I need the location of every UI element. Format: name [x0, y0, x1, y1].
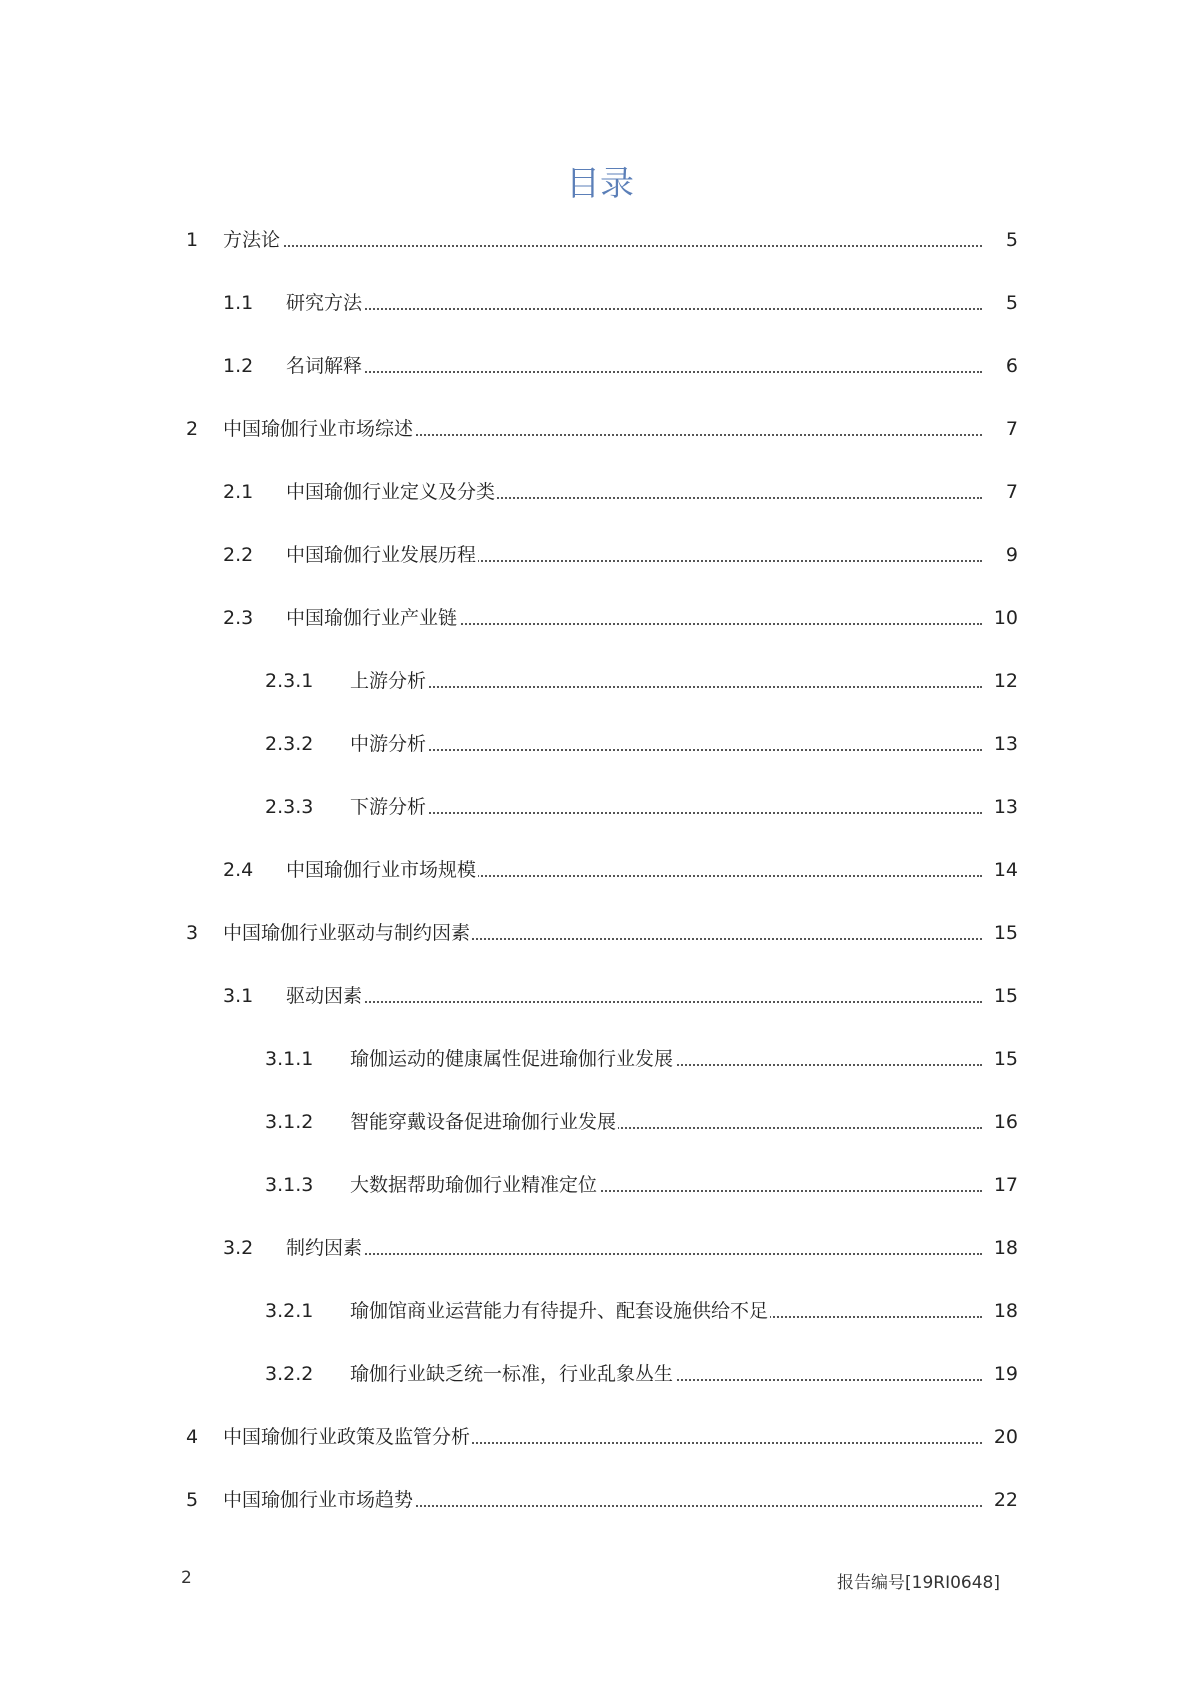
entry-page: 12: [993, 670, 1018, 692]
toc-entry[interactable]: [0, 479, 1018, 505]
entry-page: 22: [993, 1489, 1018, 1511]
page-number: 2: [181, 1568, 192, 1588]
entry-title: 中国瑜伽行业定义及分类: [286, 481, 496, 503]
dot-leader: [223, 245, 982, 247]
toc-entry[interactable]: [0, 605, 1018, 631]
entry-number: 3.1: [223, 985, 254, 1007]
toc-entry[interactable]: [0, 1046, 1018, 1072]
entry-number: 3.1.2: [265, 1111, 314, 1133]
entry-number: 3.2.2: [265, 1363, 314, 1385]
entry-title: 瑜伽行业缺乏统一标准，行业乱象丛生: [350, 1363, 674, 1385]
entry-title: 中国瑜伽行业市场综述: [223, 418, 414, 440]
entry-page: 20: [993, 1426, 1018, 1448]
entry-number: 2.3.2: [265, 733, 314, 755]
entry-page: 16: [993, 1111, 1018, 1133]
toc-entry[interactable]: [0, 857, 1018, 883]
entry-number: 4: [186, 1426, 199, 1448]
entry-title: 中国瑜伽行业市场规模: [286, 859, 477, 881]
dot-leader: [350, 749, 982, 751]
toc-entry[interactable]: [0, 1361, 1018, 1387]
entry-title: 中国瑜伽行业发展历程: [286, 544, 477, 566]
entry-title: 上游分析: [350, 670, 427, 692]
entry-page: 5: [1005, 229, 1018, 251]
entry-number: 3.2.1: [265, 1300, 314, 1322]
entry-page: 9: [1005, 544, 1018, 566]
entry-title: 智能穿戴设备促进瑜伽行业发展: [350, 1111, 617, 1133]
entry-page: 13: [993, 796, 1018, 818]
entry-number: 3.1.1: [265, 1048, 314, 1070]
toc-entry[interactable]: [0, 1424, 1018, 1450]
entry-number: 1: [186, 229, 199, 251]
entry-page: 15: [993, 985, 1018, 1007]
toc-entry[interactable]: [0, 983, 1018, 1009]
dot-leader: [286, 1001, 982, 1003]
entry-title: 大数据帮助瑜伽行业精准定位: [350, 1174, 598, 1196]
toc-entry[interactable]: [0, 1298, 1018, 1324]
entry-page: 19: [993, 1363, 1018, 1385]
entry-page: 5: [1005, 292, 1018, 314]
entry-number: 3: [186, 922, 199, 944]
toc-entry[interactable]: [0, 353, 1018, 379]
entry-page: 18: [993, 1237, 1018, 1259]
entry-number: 1.2: [223, 355, 254, 377]
entry-page: 17: [993, 1174, 1018, 1196]
toc-entry[interactable]: [0, 668, 1018, 694]
toc-entry[interactable]: [0, 1109, 1018, 1135]
toc-entry[interactable]: [0, 416, 1018, 442]
toc-entry[interactable]: [0, 1487, 1018, 1513]
toc-entry[interactable]: [0, 794, 1018, 820]
dot-leader: [286, 1253, 982, 1255]
entry-number: 1.1: [223, 292, 254, 314]
entry-page: 13: [993, 733, 1018, 755]
toc-entry[interactable]: [0, 290, 1018, 316]
dot-leader: [350, 812, 982, 814]
entry-number: 2.3.1: [265, 670, 314, 692]
toc-title: 目录: [566, 164, 634, 204]
entry-title: 名词解释: [286, 355, 363, 377]
toc-entry[interactable]: [0, 542, 1018, 568]
entry-title: 制约因素: [286, 1237, 363, 1259]
entry-page: 7: [1005, 418, 1018, 440]
toc-entry[interactable]: [0, 731, 1018, 757]
entry-page: 7: [1005, 481, 1018, 503]
toc-entry[interactable]: [0, 227, 1018, 253]
entry-title: 中国瑜伽行业市场趋势: [223, 1489, 414, 1511]
entry-number: 3.1.3: [265, 1174, 314, 1196]
entry-page: 6: [1005, 355, 1018, 377]
entry-title: 驱动因素: [286, 985, 363, 1007]
entry-number: 2.1: [223, 481, 254, 503]
entry-title: 方法论: [223, 229, 281, 251]
entry-title: 中国瑜伽行业产业链: [286, 607, 458, 629]
entry-page: 10: [993, 607, 1018, 629]
entry-page: 15: [993, 922, 1018, 944]
entry-number: 5: [186, 1489, 199, 1511]
entry-number: 3.2: [223, 1237, 254, 1259]
entry-title: 下游分析: [350, 796, 427, 818]
entry-number: 2.2: [223, 544, 254, 566]
entry-title: 瑜伽馆商业运营能力有待提升、配套设施供给不足: [350, 1300, 769, 1322]
entry-page: 14: [993, 859, 1018, 881]
entry-number: 2.3.3: [265, 796, 314, 818]
dot-leader: [286, 371, 982, 373]
entry-title: 中国瑜伽行业驱动与制约因素: [223, 922, 471, 944]
entry-number: 2.3: [223, 607, 254, 629]
dot-leader: [350, 686, 982, 688]
entry-page: 15: [993, 1048, 1018, 1070]
entry-number: 2: [186, 418, 199, 440]
entry-title: 中国瑜伽行业政策及监管分析: [223, 1426, 471, 1448]
toc-entry[interactable]: [0, 920, 1018, 946]
entry-title: 中游分析: [350, 733, 427, 755]
entry-number: 2.4: [223, 859, 254, 881]
entry-page: 18: [993, 1300, 1018, 1322]
toc-entry[interactable]: [0, 1235, 1018, 1261]
entry-title: 瑜伽运动的健康属性促进瑜伽行业发展: [350, 1048, 674, 1070]
dot-leader: [286, 308, 982, 310]
report-id: 报告编号[19RI0648]: [837, 1573, 1000, 1593]
entry-title: 研究方法: [286, 292, 363, 314]
toc-entry[interactable]: [0, 1172, 1018, 1198]
